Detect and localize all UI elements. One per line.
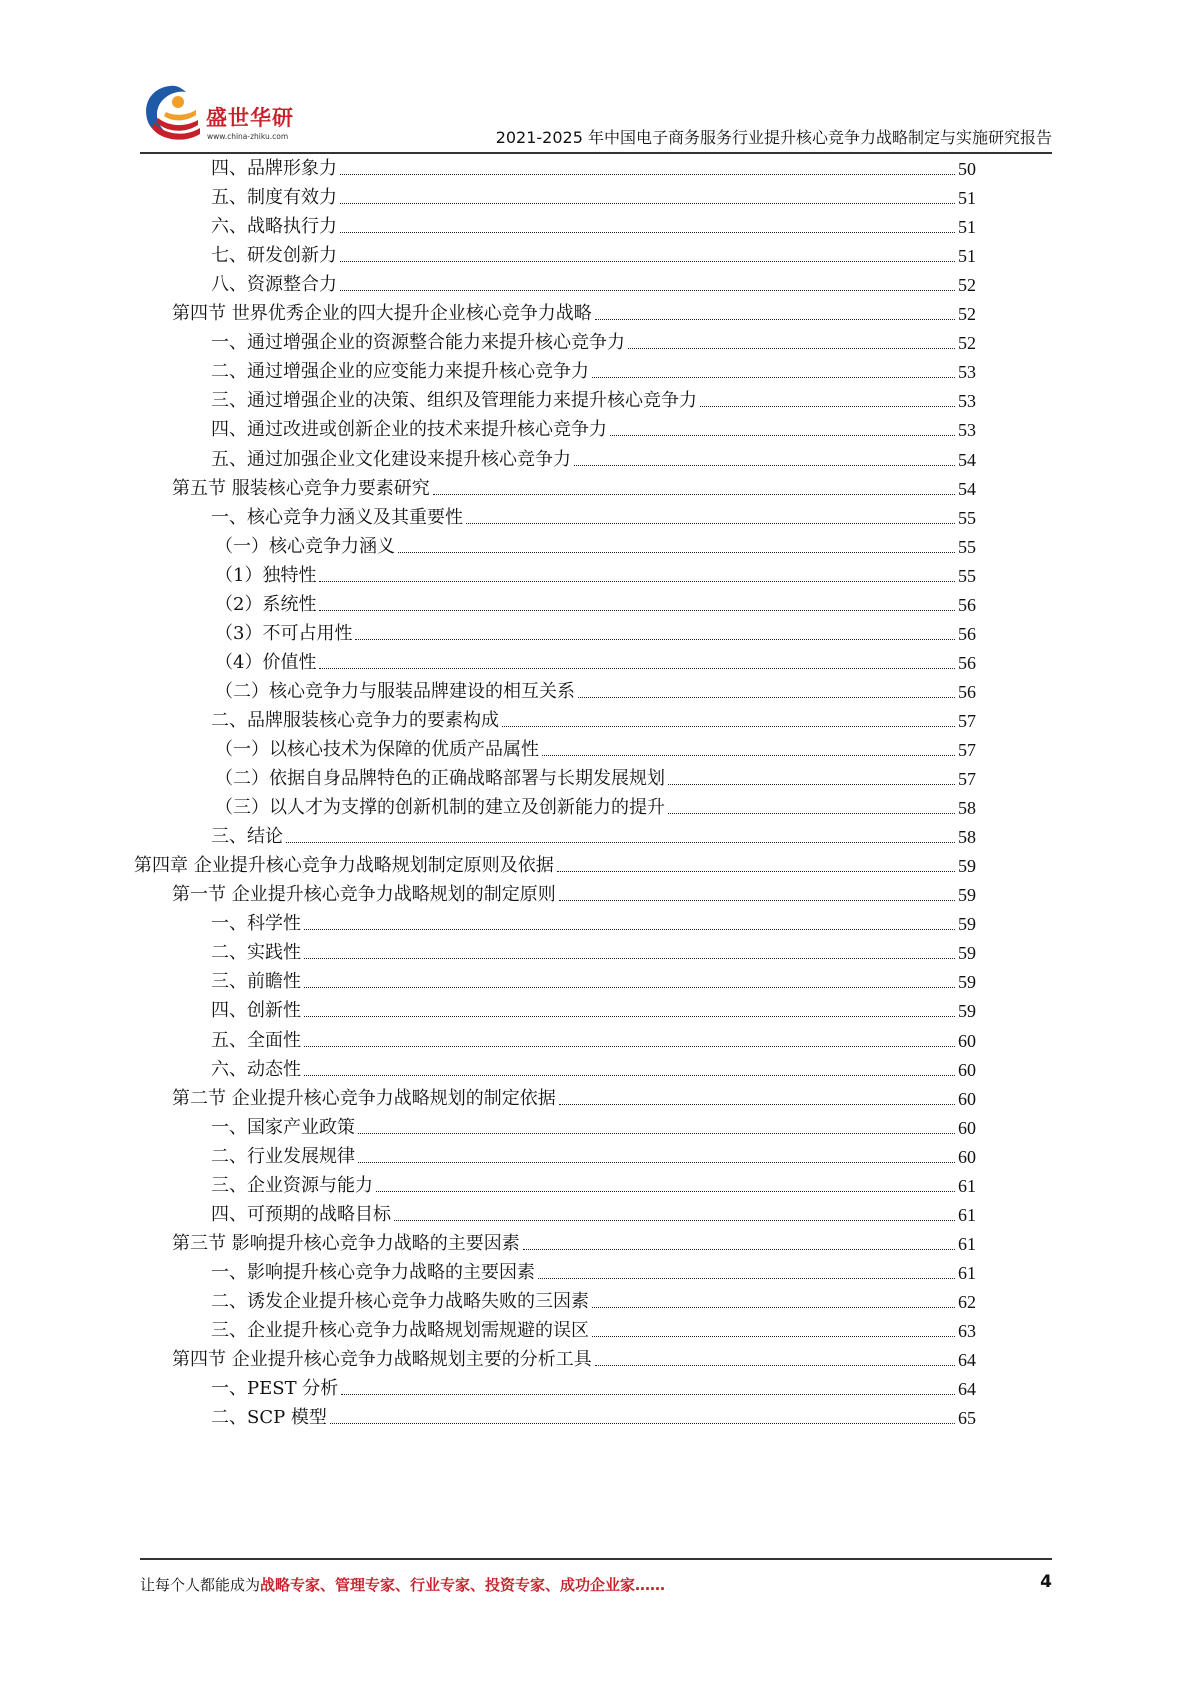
toc-entry-page: 59 [958,943,976,964]
toc-dot-leader [340,203,955,204]
toc-entry-page: 61 [958,1175,976,1196]
toc-entry-title: （三）以人才为支撑的创新机制的建立及创新能力的提升 [215,797,665,819]
toc-entry-page: 61 [958,1262,976,1283]
toc-dot-leader [358,1162,955,1163]
toc-entry-title: 第二节 企业提升核心竞争力战略规划的制定依据 [172,1087,556,1109]
toc-dot-leader [559,900,955,901]
toc-dot-leader [340,261,955,262]
toc-entry-page: 54 [958,478,976,499]
toc-entry-page: 53 [958,391,976,412]
toc-dot-leader [592,1307,955,1308]
toc-entry[interactable] [211,905,976,935]
toc-entry[interactable] [172,470,976,500]
toc-entry-page: 62 [958,1291,976,1312]
toc-dot-leader [330,1423,955,1424]
toc-entry-page: 56 [958,594,976,615]
toc-dot-leader [355,639,955,640]
report-title: 2021-2025 年中国电子商务服务行业提升核心竞争力战略制定与实施研究报告 [495,128,1052,147]
toc-entry[interactable] [211,266,976,296]
toc-entry[interactable] [215,731,976,761]
toc-entry-title: 四、创新性 [211,1000,301,1022]
toc-entry-page: 53 [958,420,976,441]
toc-entry[interactable] [215,673,976,703]
toc-entry[interactable] [215,557,976,587]
toc-dot-leader [538,1278,955,1279]
toc-entry-page: 57 [958,769,976,790]
toc-entry-title: 第三节 影响提升核心竞争力战略的主要因素 [172,1232,520,1254]
toc-entry[interactable] [172,1080,976,1110]
toc-dot-leader [542,755,955,756]
footer-slogan [140,1574,665,1595]
toc-dot-leader [304,987,955,988]
toc-entry[interactable] [211,237,976,267]
toc-entry-title: 二、SCP 模型 [211,1407,327,1429]
toc-entry-page: 55 [958,536,976,557]
toc-entry-page: 51 [958,246,976,267]
toc-entry-title: 二、实践性 [211,942,301,964]
toc-entry-page: 52 [958,304,976,325]
toc-entry[interactable] [211,411,976,441]
toc-entry[interactable] [211,353,976,383]
toc-entry-page: 59 [958,885,976,906]
toc-entry-page: 56 [958,623,976,644]
toc-entry-title: （二）核心竞争力与服装品牌建设的相互关系 [215,680,575,702]
toc-entry[interactable] [172,295,976,325]
toc-dot-leader [398,552,955,553]
footer-slogan-highlight: 战略专家、管理专家、行业专家、投资专家、成功企业家…… [260,1576,666,1594]
toc-entry-title: 四、通过改进或创新企业的技术来提升核心竞争力 [211,419,607,441]
toc-entry[interactable] [211,963,976,993]
toc-entry-page: 56 [958,681,976,702]
toc-entry-page: 60 [958,1030,976,1051]
toc-entry[interactable] [211,441,976,471]
toc-dot-leader [394,1220,955,1221]
page-number: 4 [1040,1572,1052,1592]
toc-entry-title: 一、影响提升核心竞争力战略的主要因素 [211,1261,535,1283]
toc-entry-title: 第四节 企业提升核心竞争力战略规划主要的分析工具 [172,1349,592,1371]
toc-entry[interactable] [215,760,976,790]
toc-entry-page: 60 [958,1088,976,1109]
toc-entry-title: 三、通过增强企业的决策、组织及管理能力来提升核心竞争力 [211,390,697,412]
toc-entry-title: 第四节 世界优秀企业的四大提升企业核心竞争力战略 [172,303,592,325]
toc-entry-page: 52 [958,333,976,354]
toc-entry[interactable] [211,934,976,964]
toc-entry-page: 65 [958,1408,976,1429]
toc-entry-title: 六、战略执行力 [211,216,337,238]
toc-entry-title: 二、诱发企业提升核心竞争力战略失败的三因素 [211,1290,589,1312]
toc-entry-page: 58 [958,827,976,848]
toc-entry[interactable] [211,1254,976,1284]
toc-entry-page: 56 [958,652,976,673]
toc-dot-leader [319,610,955,611]
toc-dot-leader [319,668,955,669]
brand-url: www.china-zhiku.com [207,132,289,141]
toc-dot-leader [286,842,955,843]
footer-slogan-prefix: 让每个人都能成为 [140,1576,261,1594]
toc-dot-leader [341,1394,955,1395]
toc-entry[interactable] [215,644,976,674]
toc-dot-leader [304,1016,955,1017]
toc-entry[interactable] [211,1196,976,1226]
toc-entry-title: （一）以核心技术为保障的优质产品属性 [215,739,539,760]
toc-entry-title: 二、行业发展规律 [211,1145,355,1167]
toc-dot-leader [574,465,955,466]
toc-dot-leader [433,494,955,495]
toc-entry[interactable] [172,1225,976,1255]
toc-entry-page: 57 [958,710,976,731]
toc-entry[interactable] [211,1022,976,1052]
brand-name: 盛世华研 [206,106,294,130]
toc-entry[interactable] [215,615,976,645]
toc-entry[interactable] [211,382,976,412]
toc-dot-leader [523,1249,955,1250]
toc-dot-leader [304,958,955,959]
toc-entry-title: 五、通过加强企业文化建设来提升核心竞争力 [211,448,571,470]
toc-entry-title: 四、品牌形象力 [211,158,337,179]
toc-entry-page: 58 [958,798,976,819]
toc-dot-leader [502,726,955,727]
toc-entry-title: 五、制度有效力 [211,187,337,209]
toc-entry-title: 一、PEST 分析 [211,1378,339,1400]
toc-entry[interactable] [211,1370,976,1400]
toc-entry-page: 53 [958,362,976,383]
toc-entry[interactable] [211,150,976,180]
toc-entry[interactable] [211,1051,976,1081]
toc-dot-leader [668,813,955,814]
toc-dot-leader [340,290,955,291]
toc-entry[interactable] [211,702,976,732]
toc-entry-title: 一、国家产业政策 [211,1116,355,1138]
toc-entry-page: 54 [958,449,976,470]
toc-entry-title: 一、核心竞争力涵义及其重要性 [211,506,463,528]
toc-entry-title: 第四章 企业提升核心竞争力战略规划制定原则及依据 [134,855,554,877]
toc-entry[interactable] [211,1167,976,1197]
toc-entry-title: 三、企业资源与能力 [211,1174,373,1196]
toc-entry-page: 59 [958,856,976,877]
toc-entry-page: 55 [958,565,976,586]
toc-entry-page: 59 [958,914,976,935]
toc-dot-leader [595,319,955,320]
toc-entry-page: 63 [958,1321,976,1341]
toc-entry[interactable] [211,1312,976,1342]
toc-entry-title: （4）价值性 [215,651,317,673]
toc-entry-page: 60 [958,1117,976,1138]
toc-entry[interactable] [172,876,976,906]
toc-entry[interactable] [215,789,976,819]
toc-entry-title: 三、结论 [211,826,283,848]
toc-entry-title: 六、动态性 [211,1058,301,1080]
toc-entry-page: 61 [958,1204,976,1225]
toc-dot-leader [319,581,955,582]
toc-dot-leader [340,232,955,233]
toc-entry-title: （3）不可占用性 [215,622,353,644]
toc-entry-page: 51 [958,217,976,238]
toc-entry[interactable] [211,1283,976,1313]
toc-dot-leader [466,523,955,524]
toc-entry-page: 61 [958,1233,976,1254]
toc-entry-title: 三、前瞻性 [211,971,301,993]
toc-entry[interactable] [211,1399,976,1429]
toc-entry-page: 64 [958,1350,976,1371]
toc-entry-title: 四、可预期的战略目标 [211,1203,391,1225]
toc-entry[interactable] [211,324,976,354]
toc-entry[interactable] [215,586,976,616]
toc-dot-leader [595,1365,955,1366]
toc-entry-page: 60 [958,1059,976,1080]
toc-dot-leader [592,377,955,378]
toc-dot-leader [376,1191,955,1192]
toc-entry-title: 第五节 服装核心竞争力要素研究 [172,477,430,499]
toc-dot-leader [304,1046,955,1047]
footer-divider [140,1558,1052,1560]
toc-dot-leader [668,784,955,785]
toc-dot-leader [578,697,955,698]
toc-entry-page: 50 [958,159,976,179]
toc-entry-title: （2）系统性 [215,593,317,615]
toc-entry-page: 59 [958,1001,976,1022]
toc-dot-leader [610,435,955,436]
toc-entry[interactable] [211,1138,976,1168]
toc-dot-leader [304,1075,955,1076]
toc-entry-title: 五、全面性 [211,1029,301,1051]
toc-entry-title: 八、资源整合力 [211,274,337,296]
toc-entry-title: （1）独特性 [215,564,317,586]
toc-dot-leader [340,174,955,175]
toc-entry-page: 60 [958,1146,976,1167]
toc-entry[interactable] [211,992,976,1022]
toc-dot-leader [628,348,955,349]
toc-dot-leader [358,1133,955,1134]
toc-dot-leader [559,1104,955,1105]
toc-dot-leader [700,406,955,407]
toc-entry[interactable] [215,528,976,558]
toc-entry-page: 52 [958,275,976,296]
toc-entry-title: （二）依据自身品牌特色的正确战略部署与长期发展规划 [215,768,665,790]
toc-entry-page: 51 [958,188,976,209]
toc-entry-title: 一、通过增强企业的资源整合能力来提升核心竞争力 [211,332,625,354]
toc-entry[interactable] [211,499,976,529]
toc-entry-title: 二、品牌服装核心竞争力的要素构成 [211,709,499,731]
toc-entry-title: 二、通过增强企业的应变能力来提升核心竞争力 [211,361,589,383]
toc-entry[interactable] [211,208,976,238]
toc-entry[interactable] [211,1109,976,1139]
toc-entry[interactable] [134,847,976,877]
toc-dot-leader [592,1336,955,1337]
toc-entry[interactable] [211,179,976,209]
toc-entry-page: 57 [958,740,976,760]
toc-entry-title: 三、企业提升核心竞争力战略规划需规避的误区 [211,1320,589,1341]
toc-entry-page: 59 [958,972,976,993]
toc-entry[interactable] [211,818,976,848]
toc-dot-leader [557,871,955,872]
page-header [140,82,1052,152]
toc-entry-page: 55 [958,507,976,528]
toc-entry-title: 第一节 企业提升核心竞争力战略规划的制定原则 [172,884,556,906]
toc-entry[interactable] [172,1341,976,1371]
toc-entry-title: 一、科学性 [211,913,301,935]
toc-entry-title: 七、研发创新力 [211,245,337,267]
toc-entry-title: （一）核心竞争力涵义 [215,535,395,557]
toc-entry-page: 64 [958,1379,976,1400]
toc-dot-leader [304,929,955,930]
